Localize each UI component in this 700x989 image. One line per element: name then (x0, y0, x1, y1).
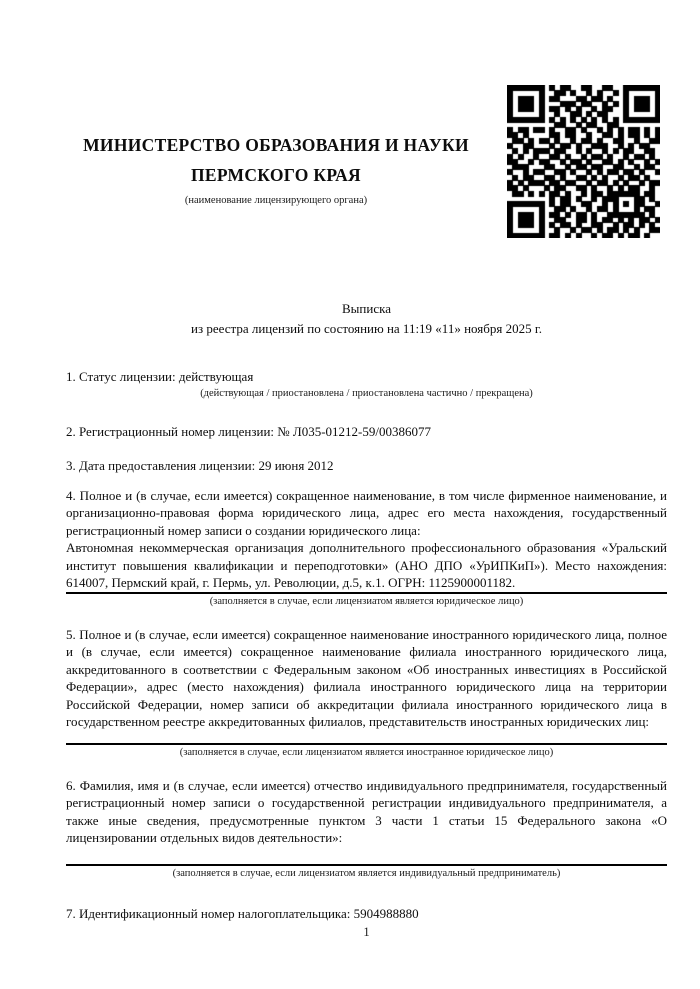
item-legal-entity (66, 487, 667, 609)
registration-number-text: 2. Регистрационный номер лицензии: № Л035-01212-59/00386077 (66, 423, 432, 439)
grant-date-text: 3. Дата предоставления лицензии: 29 июня 2012 (66, 458, 334, 473)
legal-entity-question: 4. Полное и (в случае, если имеется) сокращенное наименование, в том числе фирменное наименование, и организационно-правовая форма юридического лица, адрес его места нахождения, государственный регистрационный номер записи о создании юридического лица: (66, 487, 667, 538)
legal-entity-caption: (заполняется в случае, если лицензиатом является юридическое лицо) (209, 595, 524, 607)
ministry-name-line2: ПЕРМСКОГО КРАЯ (191, 165, 361, 185)
ministry-caption: (наименование лицензирующего органа) (184, 195, 368, 206)
extract-title: Выписка (342, 301, 391, 316)
qr-code-icon (507, 85, 660, 238)
foreign-entity-blank (66, 731, 667, 743)
ministry-name-line1: МИНИСТЕРСТВО ОБРАЗОВАНИЯ И НАУКИ (83, 135, 469, 155)
taxpayer-number-text: 7. Идентификационный номер налогоплательщика: 5904988880 (66, 905, 419, 921)
item-grant-date (66, 457, 667, 475)
ministry-header (66, 130, 486, 207)
item-taxpayer-number (66, 905, 667, 923)
individual-entrepreneur-question: 6. Фамилия, имя и (в случае, если имеется) отчество индивидуального предпринимателя, государственный регистрационный номер записи о государственной регистрации индивидуального предпринимателя, а также иные сведения, предусмотренные пунктом 3 части 1 статьи 15 Федерального закона «О лицензировании отдельных видов деятельности»: (66, 777, 667, 845)
item-foreign-entity (66, 626, 667, 760)
extract-title-block (66, 299, 667, 338)
item-license-status (66, 368, 667, 401)
page-number: 1 (363, 925, 370, 939)
legal-entity-answer: Автономная некоммерческая организация дополнительного профессионального образования «Уральский институт повышения квалификации и переподготовки» (АНО ДПО «УрИПКиП»). Место нахождения: 614007, Пермский край, г. Пермь, ул. Революции, д.5, к.1. ОГРН: 1125900001182. (66, 540, 667, 590)
license-status-options-caption: (действующая / приостановлена / приостановлена частично / прекращена) (200, 387, 533, 399)
extract-date-line: из реестра лицензий по состоянию на 11:19 «11» ноября 2025 г. (191, 320, 542, 336)
individual-entrepreneur-caption: (заполняется в случае, если лицензиатом является индивидуальный предприниматель) (172, 867, 561, 879)
item-registration-number (66, 423, 667, 441)
foreign-entity-caption: (заполняется в случае, если лицензиатом является иностранное юридическое лицо) (179, 746, 554, 758)
individual-entrepreneur-blank (66, 847, 667, 864)
item-individual-entrepreneur (66, 777, 667, 881)
document-body (66, 368, 667, 922)
foreign-entity-question: 5. Полное и (в случае, если имеется) сокращенное наименование иностранного юридического лица, полное и (в случае, если имеется) сокращенное наименование филиала иностранного юридического лица, аккредитованного в соответствии с Федеральным законом «Об иностранных инвестициях в Российской Федерации», адрес (место нахождения) филиала иностранного юридического лица на территории Российской Федерации, номер записи об аккредитации филиала иностранного юридического лица в государственном реестре аккредитованных филиалов, представительств иностранных юридических лиц: (66, 626, 667, 729)
license-status-text: 1. Статус лицензии: действующая (66, 369, 254, 384)
